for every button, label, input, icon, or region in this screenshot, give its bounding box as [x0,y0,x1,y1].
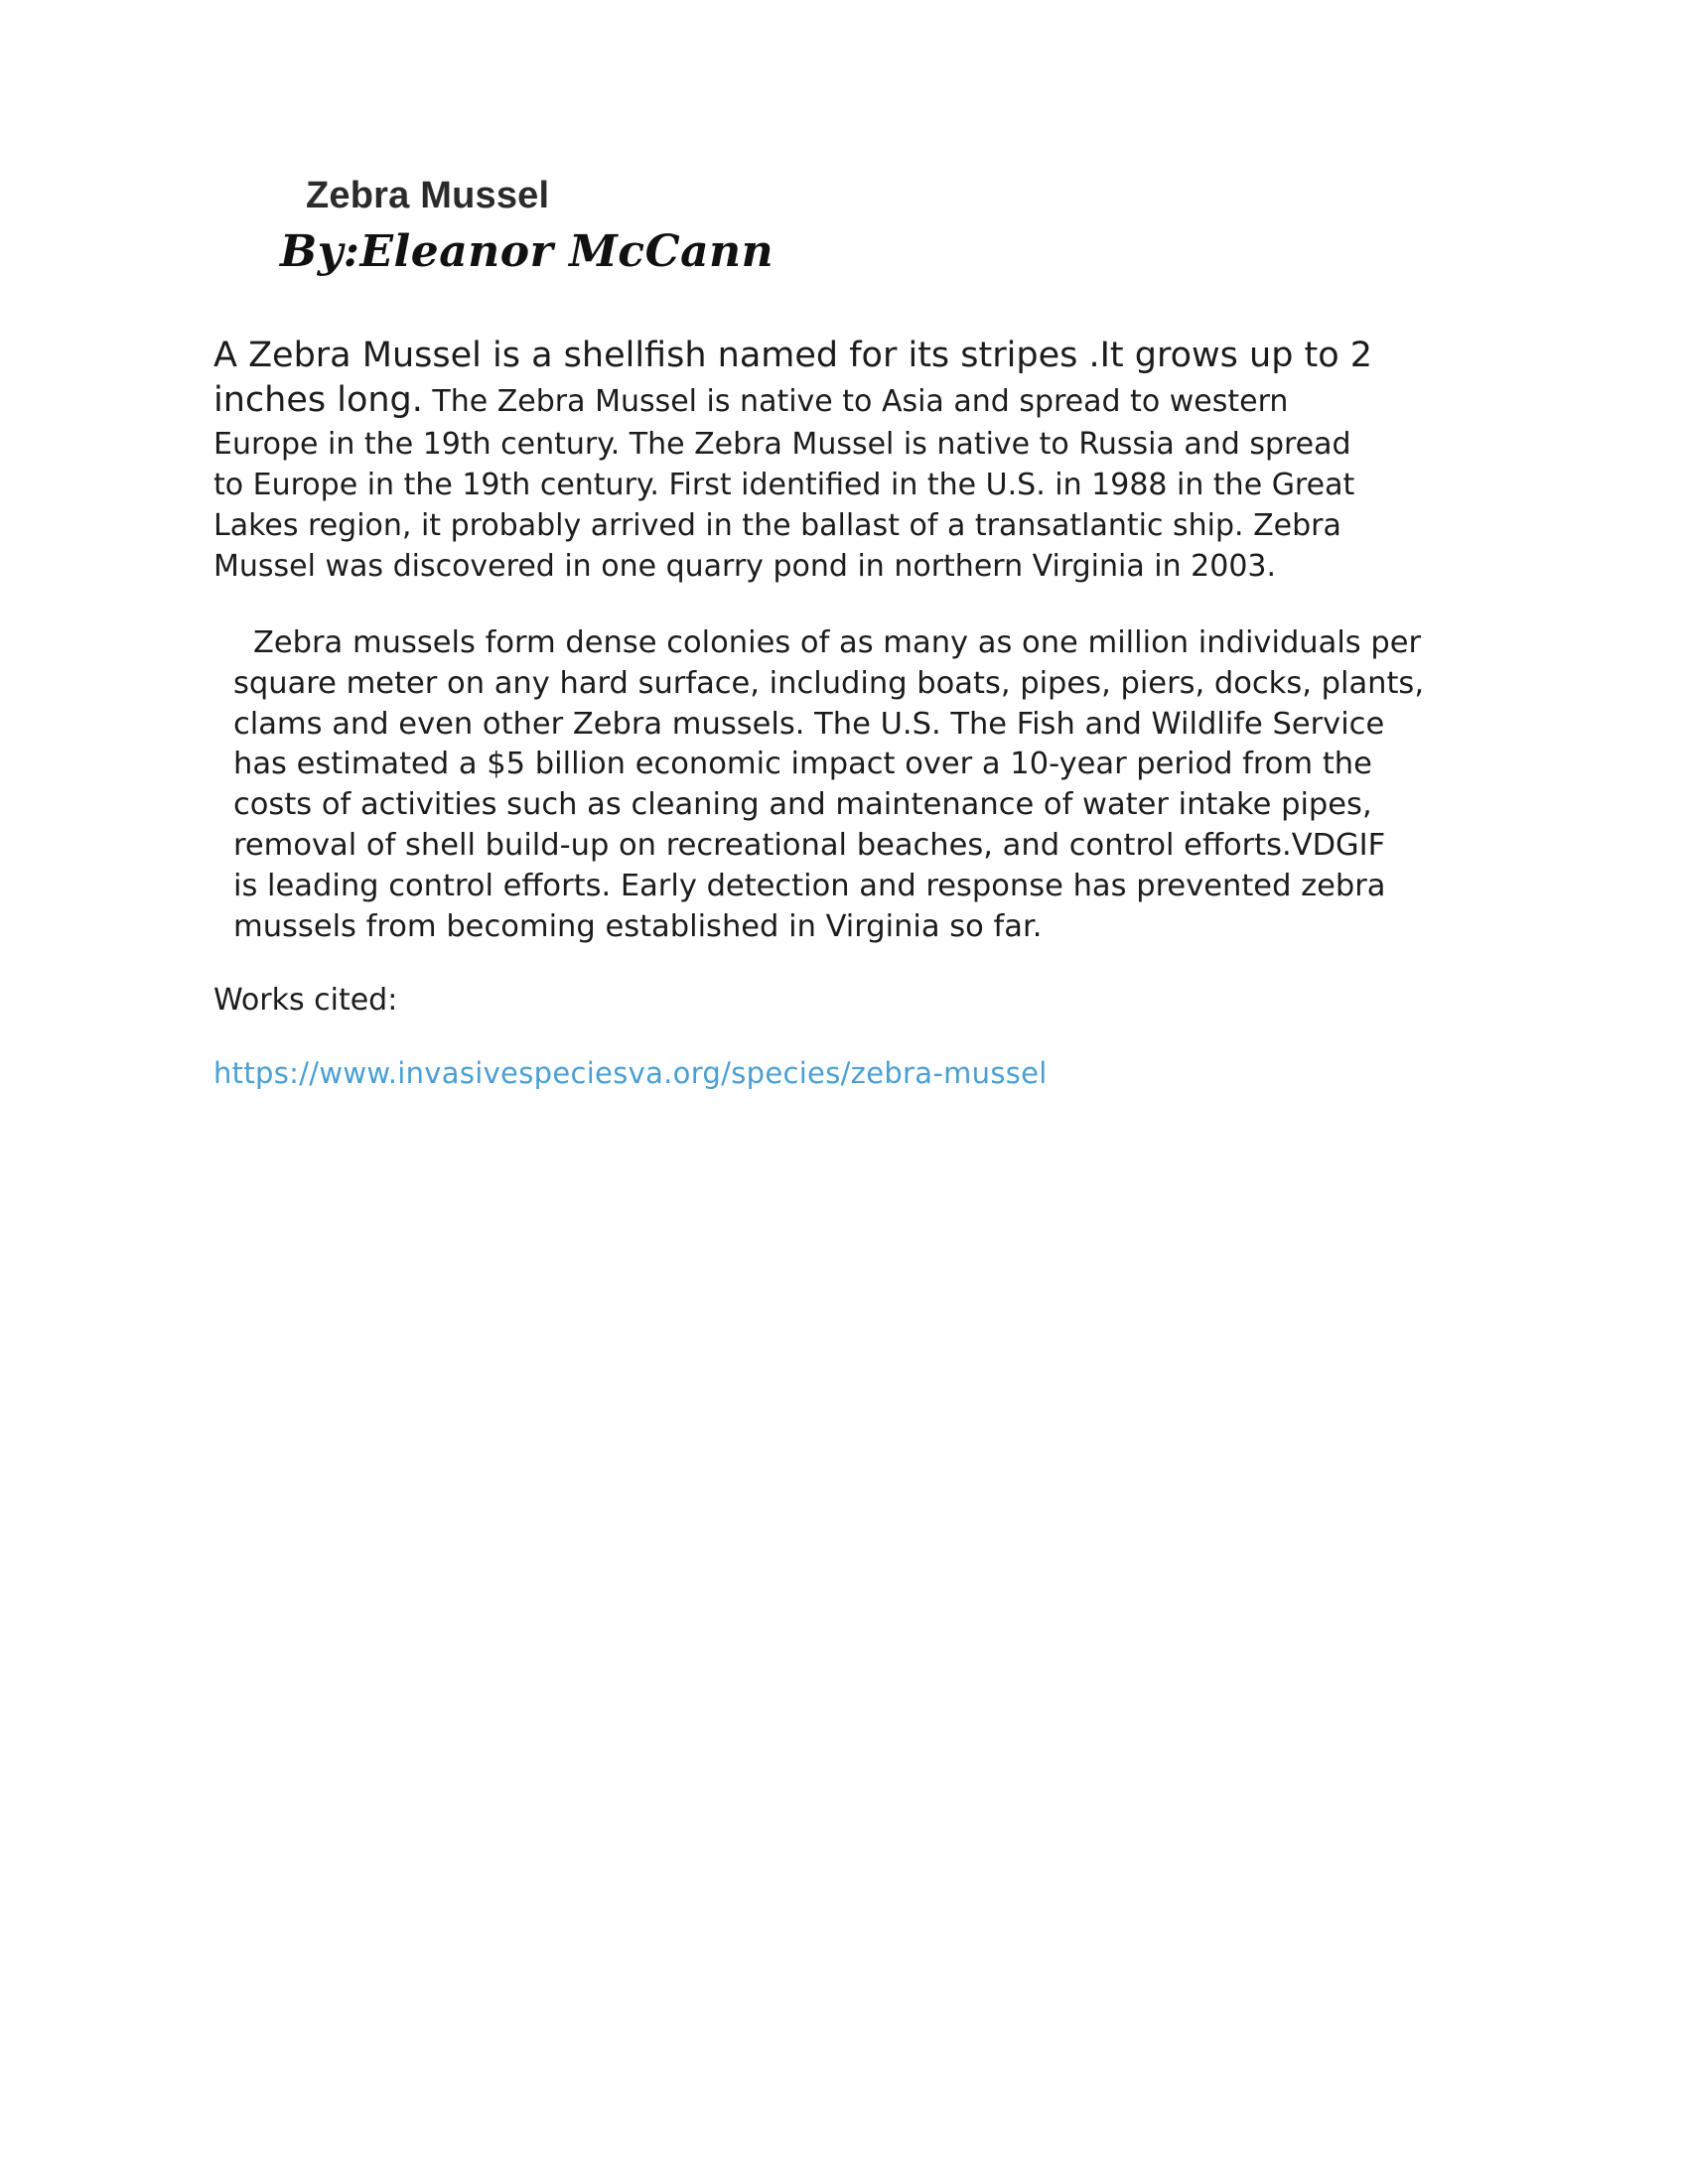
paragraph-line [213,378,1544,424]
paragraph-line: removal of shell build-up on recreational beaches, and control efforts.VDGIF [233,827,1386,863]
author-byline: By:Eleanor McCann [280,226,774,277]
paragraph-line: mussels from becoming established in Virginia so far. [233,908,1043,944]
citation-link[interactable]: https://www.invasivespeciesva.org/species/zebra-mussel [213,1056,1048,1090]
paragraph-line: A Zebra Mussel is a shellfish named for its stripes .It grows up to 2 [213,336,1373,375]
paragraph-line: clams and even other Zebra mussels. The U.S. The Fish and Wildlife Service [233,706,1385,742]
document-title: Zebra Mussel [306,175,550,216]
paragraph-intro [213,334,1544,587]
paragraph-colonies [213,623,1544,947]
paragraph-line: to Europe in the 19th century. First identified in the U.S. in 1988 in the Great [213,468,1355,502]
paragraph-line: has estimated a $5 billion economic impact over a 10-year period from the [233,747,1372,782]
paragraph-line: Zebra mussels form dense colonies of as many as one million individuals per [253,625,1422,660]
paragraph-line: Europe in the 19th century. The Zebra Mussel is native to Russia and spread [213,427,1351,462]
paragraph-line-segment: inches long. The Zebra Mussel is native to Asia and spread to western [213,380,1289,420]
paragraph-line: Mussel was discovered in one quarry pond in northern Virginia in 2003. [213,549,1277,584]
paragraph-line: costs of activities such as cleaning and maintenance of water intake pipes, [233,787,1372,823]
works-cited-label: Works cited: [213,983,398,1018]
paragraph-line: Lakes region, it probably arrived in the ballast of a transatlantic ship. Zebra [213,508,1341,543]
paragraph-line: square meter on any hard surface, including boats, pipes, piers, docks, plants, [233,665,1425,701]
paragraph-line: is leading control efforts. Early detection and response has prevented zebra [233,868,1386,903]
